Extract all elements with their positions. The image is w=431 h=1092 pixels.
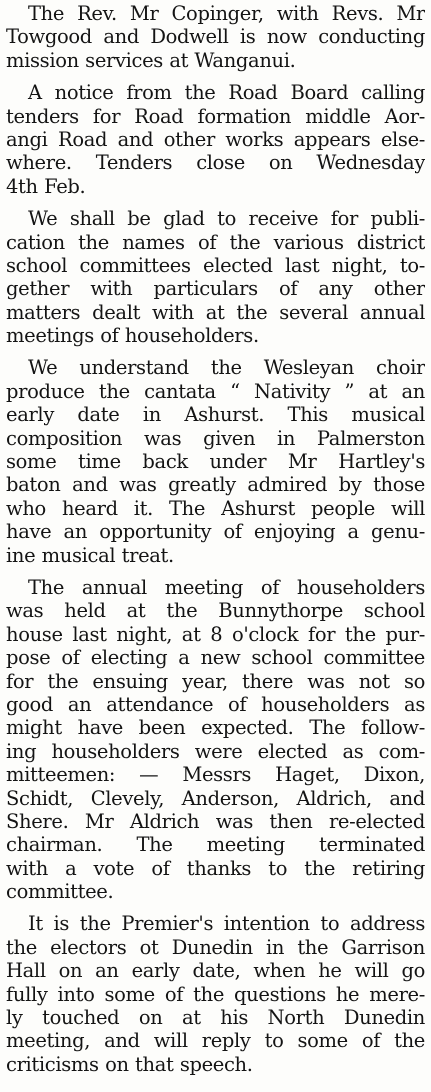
- text-line: who heard it. The Ashurst people will: [6, 496, 425, 520]
- news-paragraph: [6, 912, 425, 1076]
- text-line: It is the Premier's intention to address: [28, 912, 425, 936]
- text-line: composition was given in Palmerston: [6, 426, 425, 450]
- text-line: mission services at Wanganui.: [6, 48, 296, 72]
- text-line: meetings of householders.: [6, 324, 259, 348]
- news-paragraph: [6, 356, 425, 567]
- news-paragraph: [6, 576, 425, 903]
- text-line: meeting, and will reply to some of the: [6, 1029, 425, 1053]
- text-line: pose of electing a new school committee: [6, 646, 425, 670]
- text-line: Hall on an early date, when he will go: [6, 959, 425, 983]
- text-line: house last night, at 8 o'clock for the pur-: [6, 622, 425, 646]
- text-line: The annual meeting of householders: [28, 575, 425, 599]
- paragraph-gap: [6, 198, 425, 207]
- text-line: We shall be glad to receive for publi-: [28, 207, 425, 231]
- text-line: the electors ot Dunedin in the Garrison: [6, 935, 425, 959]
- text-line: might have been expected. The follow-: [6, 716, 425, 740]
- text-line: Shere. Mr Aldrich was then re-elected: [6, 809, 425, 833]
- text-line: cation the names of the various district: [6, 230, 425, 254]
- text-line: produce the cantata “ Nativity ” at an: [6, 379, 425, 403]
- text-line: chairman. The meeting terminated: [6, 833, 425, 857]
- text-line: some time back under Mr Hartley's: [6, 450, 425, 474]
- text-line: mitteemen: — Messrs Haget, Dixon,: [6, 763, 425, 787]
- paragraph-gap: [6, 347, 425, 356]
- text-line: early date in Ashurst. This musical: [6, 403, 425, 427]
- text-line: where. Tenders close on Wednesday: [6, 151, 425, 175]
- text-line: baton and was greatly admired by those: [6, 473, 425, 497]
- text-line: with a vote of thanks to the retiring: [6, 856, 425, 880]
- text-line: ine musical treat.: [6, 543, 174, 567]
- text-line: for the ensuing year, there was not so: [6, 669, 425, 693]
- text-line: matters dealt with at the several annual: [6, 300, 425, 324]
- text-line: 4th Feb.: [6, 174, 86, 198]
- paragraph-gap: [6, 567, 425, 576]
- text-line: ing householders were elected as com-: [6, 739, 425, 763]
- text-line: We understand the Wesleyan choir: [28, 356, 425, 380]
- paragraph-gap: [6, 72, 425, 81]
- text-line: tenders for Road formation middle Aor-: [6, 104, 425, 128]
- text-line: have an opportunity of enjoying a genu-: [6, 520, 425, 544]
- text-line: gether with particulars of any other: [6, 277, 425, 301]
- text-line: fully into some of the questions he mere-: [6, 982, 425, 1006]
- text-line: Schidt, Clevely, Anderson, Aldrich, and: [6, 786, 425, 810]
- text-column: [6, 2, 425, 1076]
- news-paragraph: [6, 207, 425, 347]
- news-paragraph: [6, 2, 425, 72]
- text-line: Towgood and Dodwell is now conducting: [6, 25, 425, 49]
- text-line: committee.: [6, 880, 114, 904]
- news-paragraph: [6, 81, 425, 198]
- paragraph-gap: [6, 903, 425, 912]
- text-line: school committees elected last night, to-: [6, 253, 425, 277]
- text-line: was held at the Bunnythorpe school: [6, 599, 425, 623]
- text-line: good an attendance of householders as: [6, 692, 425, 716]
- text-line: A notice from the Road Board calling: [28, 81, 425, 105]
- text-line: The Rev. Mr Copinger, with Revs. Mr: [28, 2, 425, 25]
- text-line: angi Road and other works appears else-: [6, 127, 425, 151]
- text-line: ly touched on at his North Dunedin: [6, 1006, 425, 1030]
- text-line: criticisms on that speech.: [6, 1052, 253, 1076]
